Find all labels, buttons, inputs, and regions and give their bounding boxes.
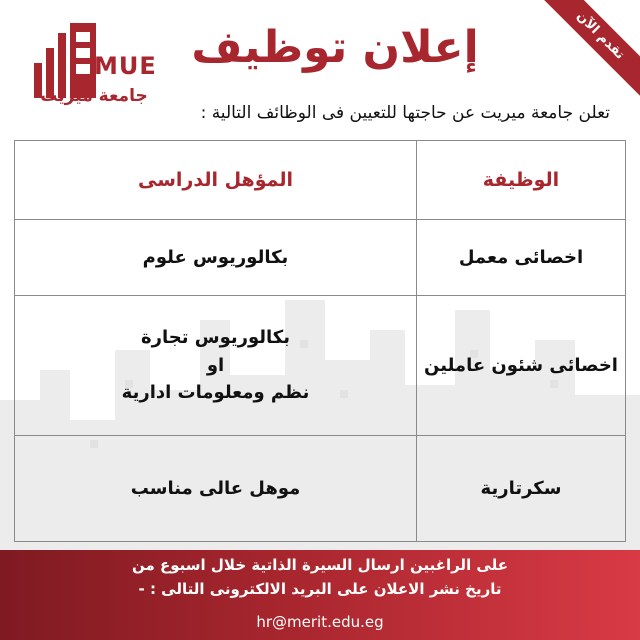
header-qualification: المؤهل الدراسى — [15, 141, 417, 220]
table-row — [15, 296, 626, 436]
apply-now-ribbon — [530, 0, 640, 110]
job-cell — [417, 436, 626, 542]
job-cell — [417, 296, 626, 436]
qualification-line: بكالوريوس تجارة — [140, 326, 291, 348]
qualification-line: بكالوريوس علوم — [142, 246, 289, 268]
jobs-table — [14, 140, 626, 542]
footer-instruction-line-1: على الراغبين ارسال السيرة الذاتية خلال اسبوع من — [132, 556, 508, 574]
job-cell — [417, 220, 626, 296]
footer-instruction-line-2: تاريخ نشر الاعلان على البريد الالكترونى التالى : - — [138, 580, 502, 598]
logo-university-name: جامعة ميريت — [40, 86, 148, 106]
announcement-intro: تعلن جامعة ميريت عن حاجتها للتعيين فى الوظائف التالية : — [200, 103, 610, 123]
logo-abbreviation: MUE — [94, 52, 157, 80]
qualification-line: موهل عالى مناسب — [130, 477, 301, 499]
footer-banner — [0, 550, 640, 640]
job-title: اخصائى شئون عاملين — [424, 354, 618, 376]
announcement-headline: إعلان توظيف — [191, 22, 479, 73]
table-header-row — [15, 141, 626, 220]
job-title: سكرتارية — [480, 477, 562, 499]
qualification-line: نظم ومعلومات ادارية — [121, 382, 310, 404]
qualification-cell — [15, 220, 417, 296]
table-row — [15, 436, 626, 542]
qualification-cell — [15, 296, 417, 436]
table-row — [15, 220, 626, 296]
contact-email[interactable]: hr@merit.edu.eg — [256, 613, 384, 631]
qualification-line: او — [206, 354, 225, 376]
header-job: الوظيفة — [417, 141, 626, 220]
qualification-cell — [15, 436, 417, 542]
apply-now-label: تقدم الآن — [534, 0, 640, 102]
job-title: اخصائى معمل — [458, 246, 584, 268]
